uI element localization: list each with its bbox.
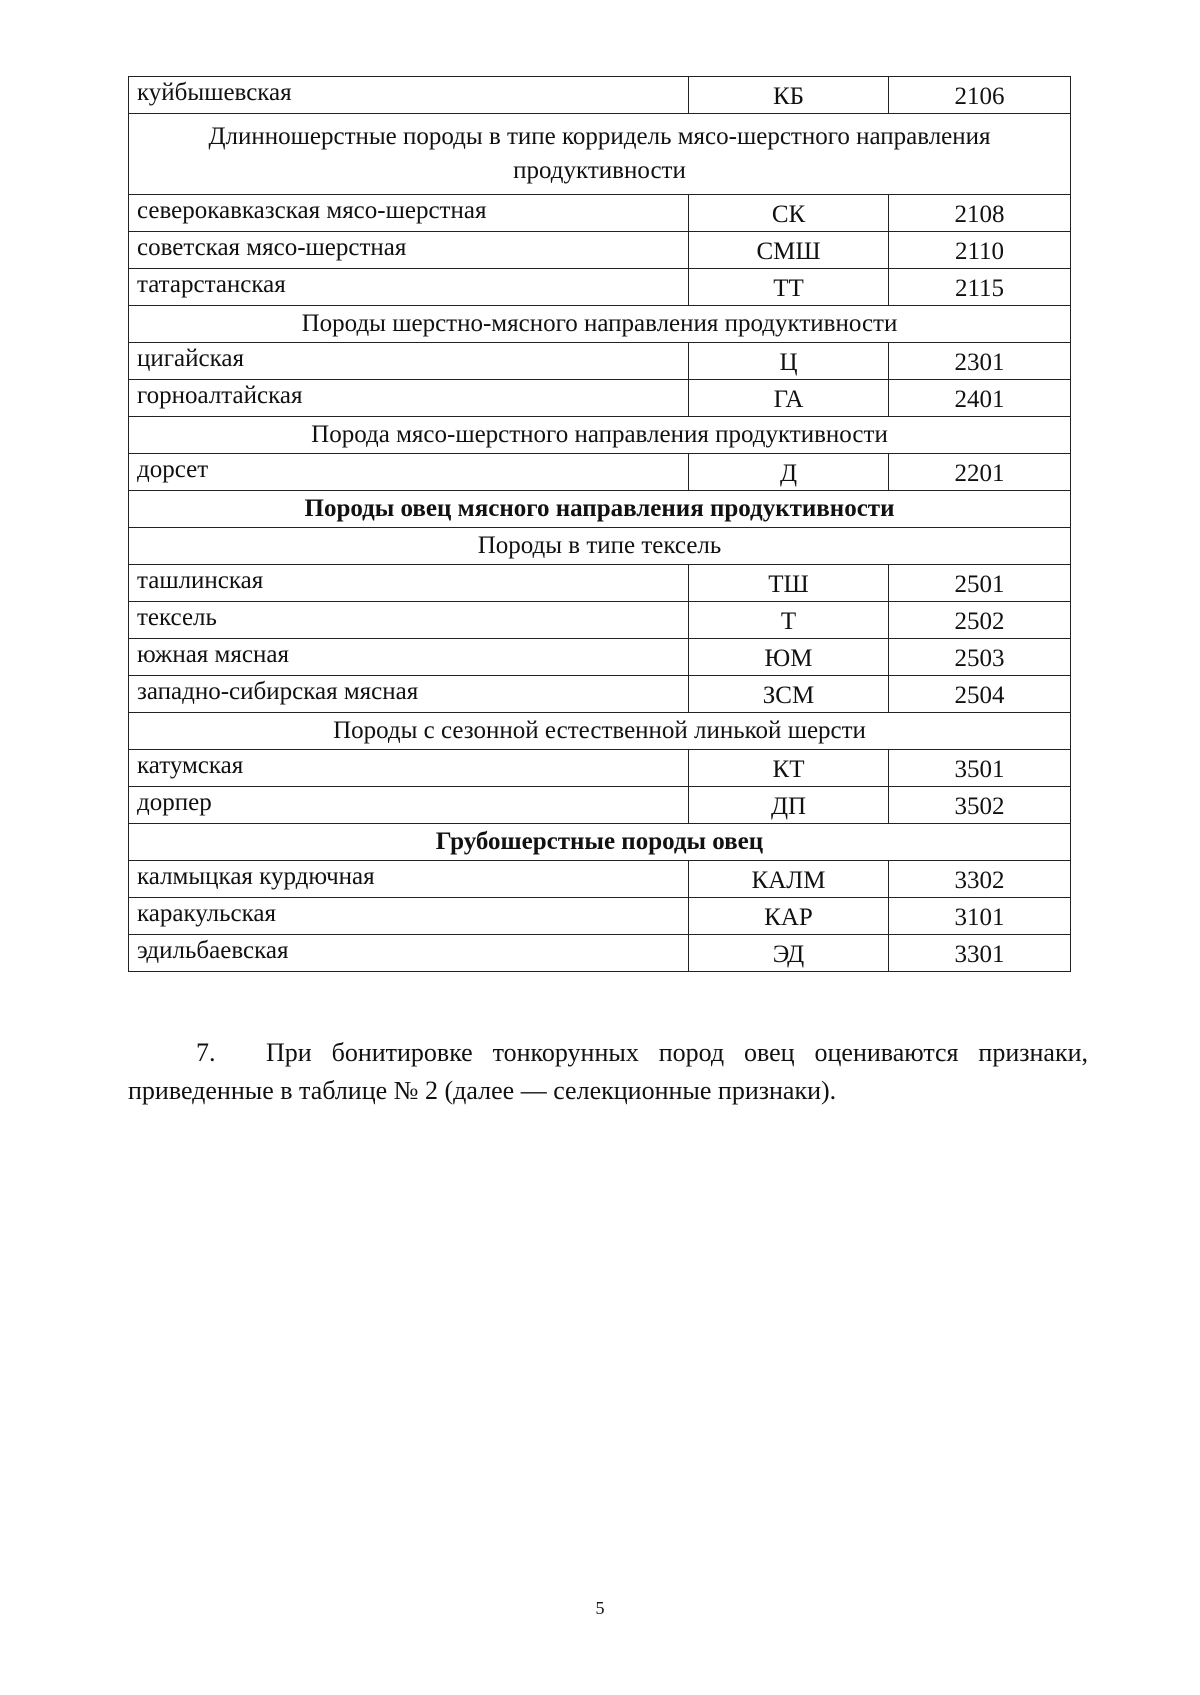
breed-code-cell: Т [689, 602, 889, 639]
paragraph-number: 7. [196, 1038, 216, 1067]
breed-code-cell: ГА [689, 380, 889, 417]
breed-code-cell: СК [689, 195, 889, 232]
breed-name-cell: дорсет [129, 454, 689, 491]
breed-number-cell: 2502 [889, 602, 1071, 639]
breed-code-cell: КАЛМ [689, 861, 889, 898]
breed-code-cell: ДП [689, 787, 889, 824]
section-header-row [129, 824, 1071, 861]
table-row [129, 77, 1071, 114]
breed-code-cell: КТ [689, 750, 889, 787]
breed-code-cell: Ц [689, 343, 889, 380]
section-title: Породы овец мясного направления продуктивности [129, 491, 1071, 528]
breed-code-cell: ЮМ [689, 639, 889, 676]
table-row [129, 343, 1071, 380]
breed-code-cell: Д [689, 454, 889, 491]
breed-number-cell: 2501 [889, 565, 1071, 602]
table-row [129, 454, 1071, 491]
breed-name-cell: горноалтайская [129, 380, 689, 417]
breed-number-cell: 2503 [889, 639, 1071, 676]
breed-code-cell: ТШ [689, 565, 889, 602]
breed-name-cell: советская мясо-шерстная [129, 232, 689, 269]
breed-number-cell: 3302 [889, 861, 1071, 898]
breed-name-cell: тексель [129, 602, 689, 639]
section-header-row [129, 306, 1071, 343]
breed-number-cell: 2401 [889, 380, 1071, 417]
breed-name-cell: цигайская [129, 343, 689, 380]
breed-table-body [129, 77, 1071, 972]
table-row [129, 565, 1071, 602]
breed-number-cell: 2201 [889, 454, 1071, 491]
breed-number-cell: 3301 [889, 935, 1071, 972]
breed-name-cell: эдильбаевская [129, 935, 689, 972]
breed-name-cell: ташлинская [129, 565, 689, 602]
breed-name-cell: каракульская [129, 898, 689, 935]
breed-number-cell: 2106 [889, 77, 1071, 114]
section-header-row [129, 417, 1071, 454]
breed-codes-table [128, 76, 1071, 972]
section-title: Породы шерстно-мясного направления продуктивности [129, 306, 1071, 343]
breed-name-cell: северокавказская мясо-шерстная [129, 195, 689, 232]
breed-number-cell: 2504 [889, 676, 1071, 713]
table-row [129, 269, 1071, 306]
breed-code-cell: ТТ [689, 269, 889, 306]
breed-name-cell: катумская [129, 750, 689, 787]
section-title: Грубошерстные породы овец [129, 824, 1071, 861]
section-header-row [129, 114, 1071, 195]
table-row [129, 602, 1071, 639]
section-title: Порода мясо-шерстного направления продуктивности [129, 417, 1071, 454]
breed-number-cell: 2115 [889, 269, 1071, 306]
section-header-row [129, 491, 1071, 528]
table-row [129, 898, 1071, 935]
table-row [129, 750, 1071, 787]
section-title: Длинношерстные породы в типе корридель мясо-шерстного направления продуктивности [129, 114, 1071, 195]
breed-number-cell: 2108 [889, 195, 1071, 232]
table-row [129, 935, 1071, 972]
breed-number-cell: 3502 [889, 787, 1071, 824]
breed-code-cell: КАР [689, 898, 889, 935]
page-number: 5 [595, 1598, 605, 1618]
breed-number-cell: 3101 [889, 898, 1071, 935]
breed-name-cell: западно-сибирская мясная [129, 676, 689, 713]
paragraph-7 [128, 1034, 1088, 1110]
table-row [129, 676, 1071, 713]
breed-number-cell: 2301 [889, 343, 1071, 380]
table-row [129, 232, 1071, 269]
breed-name-cell: калмыцкая курдючная [129, 861, 689, 898]
table-row [129, 639, 1071, 676]
paragraph-text: При бонитировке тонкорунных пород овец оцениваются признаки, приведенные в таблице № 2 (далее — селекционные признаки). [128, 1038, 1088, 1105]
breed-number-cell: 2110 [889, 232, 1071, 269]
breed-name-cell: куйбышевская [129, 77, 689, 114]
breed-name-cell: татарстанская [129, 269, 689, 306]
section-header-row [129, 713, 1071, 750]
table-row [129, 787, 1071, 824]
breed-number-cell: 3501 [889, 750, 1071, 787]
table-row [129, 195, 1071, 232]
breed-code-cell: ЭД [689, 935, 889, 972]
table-row [129, 861, 1071, 898]
breed-code-cell: ЗСМ [689, 676, 889, 713]
breed-name-cell: южная мясная [129, 639, 689, 676]
section-title: Породы в типе тексель [129, 528, 1071, 565]
breed-name-cell: дорпер [129, 787, 689, 824]
breed-code-cell: КБ [689, 77, 889, 114]
table-row [129, 380, 1071, 417]
section-title: Породы с сезонной естественной линькой шерсти [129, 713, 1071, 750]
breed-code-cell: СМШ [689, 232, 889, 269]
section-header-row [129, 528, 1071, 565]
